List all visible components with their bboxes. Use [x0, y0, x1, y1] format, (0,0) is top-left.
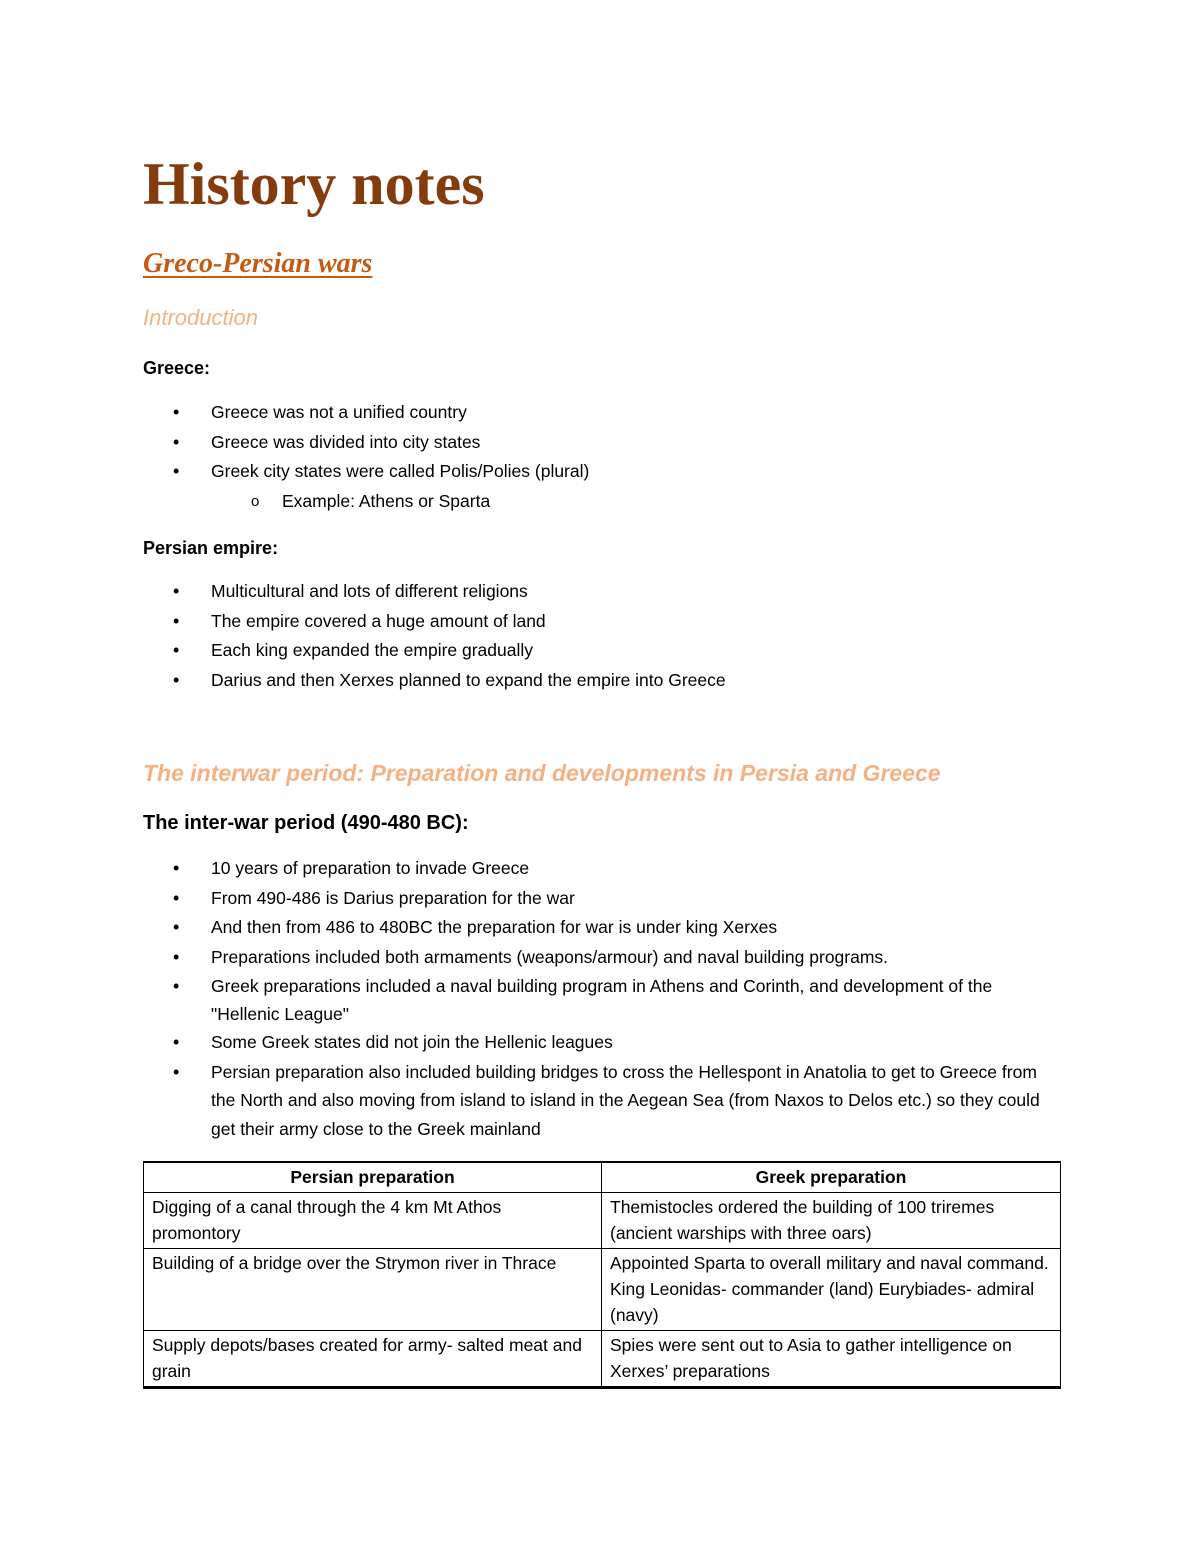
greece-label: Greece: — [143, 358, 211, 378]
list-item: • And then from 486 to 480BC the preparation for war is under king Xerxes — [143, 913, 1061, 943]
sub-list-item: o Example: Athens or Sparta — [143, 487, 1061, 517]
list-item: • 10 years of preparation to invade Greece — [143, 854, 1061, 884]
interwar-list — [143, 854, 1061, 1143]
greece-list — [143, 398, 1061, 516]
table-header-row — [144, 1162, 1061, 1193]
list-item: • Multicultural and lots of different religions — [143, 577, 1061, 607]
list-item: • Greece was divided into city states — [143, 428, 1061, 458]
list-item: • Greece was not a unified country — [143, 398, 1061, 428]
table-cell: Supply depots/bases created for army- salted meat and grain — [144, 1331, 602, 1388]
interwar-label: The inter-war period (490-480 BC): — [143, 812, 469, 834]
table-cell: Building of a bridge over the Strymon river in Thrace — [144, 1249, 602, 1331]
list-item: • Darius and then Xerxes planned to expand the empire into Greece — [143, 666, 1061, 696]
table-cell: Spies were sent out to Asia to gather intelligence on Xerxes’ preparations — [602, 1331, 1061, 1388]
table-row — [144, 1193, 1061, 1249]
table-header-greek: Greek preparation — [602, 1162, 1061, 1193]
list-item: • Greek city states were called Polis/Polies (plural) — [143, 457, 1061, 487]
list-item: • Persian preparation also included building bridges to cross the Hellespont in Anatolia to get to Greece from the North and also moving from island to island in the Aegean Sea (from Naxos to Delos etc.) so they could get their army close to the Greek mainland — [143, 1058, 1061, 1144]
list-item: • From 490-486 is Darius preparation for the war — [143, 884, 1061, 914]
list-item: • Each king expanded the empire gradually — [143, 636, 1061, 666]
table-cell: Appointed Sparta to overall military and naval command. King Leonidas- commander (land) Eurybiades- admiral (navy) — [602, 1249, 1061, 1331]
introduction-heading: Introduction — [143, 305, 258, 330]
list-item: • Preparations included both armaments (weapons/armour) and naval building programs. — [143, 943, 1061, 973]
table-cell: Digging of a canal through the 4 km Mt Athos promontory — [144, 1193, 602, 1249]
list-item: • Some Greek states did not join the Hellenic leagues — [143, 1028, 1061, 1058]
document-title: History notes — [143, 151, 485, 217]
table-row — [144, 1331, 1061, 1388]
preparation-table — [143, 1161, 1061, 1389]
list-item: • Greek preparations included a naval building program in Athens and Corinth, and development of the "Hellenic League" — [143, 972, 1061, 1028]
table-row — [144, 1249, 1061, 1331]
table-header-persian: Persian preparation — [144, 1162, 602, 1193]
interwar-heading: The interwar period: Preparation and developments in Persia and Greece — [143, 760, 941, 786]
list-item: • The empire covered a huge amount of land — [143, 607, 1061, 637]
section-title: Greco-Persian wars — [143, 248, 373, 279]
table-cell: Themistocles ordered the building of 100 triremes (ancient warships with three oars) — [602, 1193, 1061, 1249]
persian-empire-label: Persian empire: — [143, 538, 279, 558]
persia-list — [143, 577, 1061, 695]
